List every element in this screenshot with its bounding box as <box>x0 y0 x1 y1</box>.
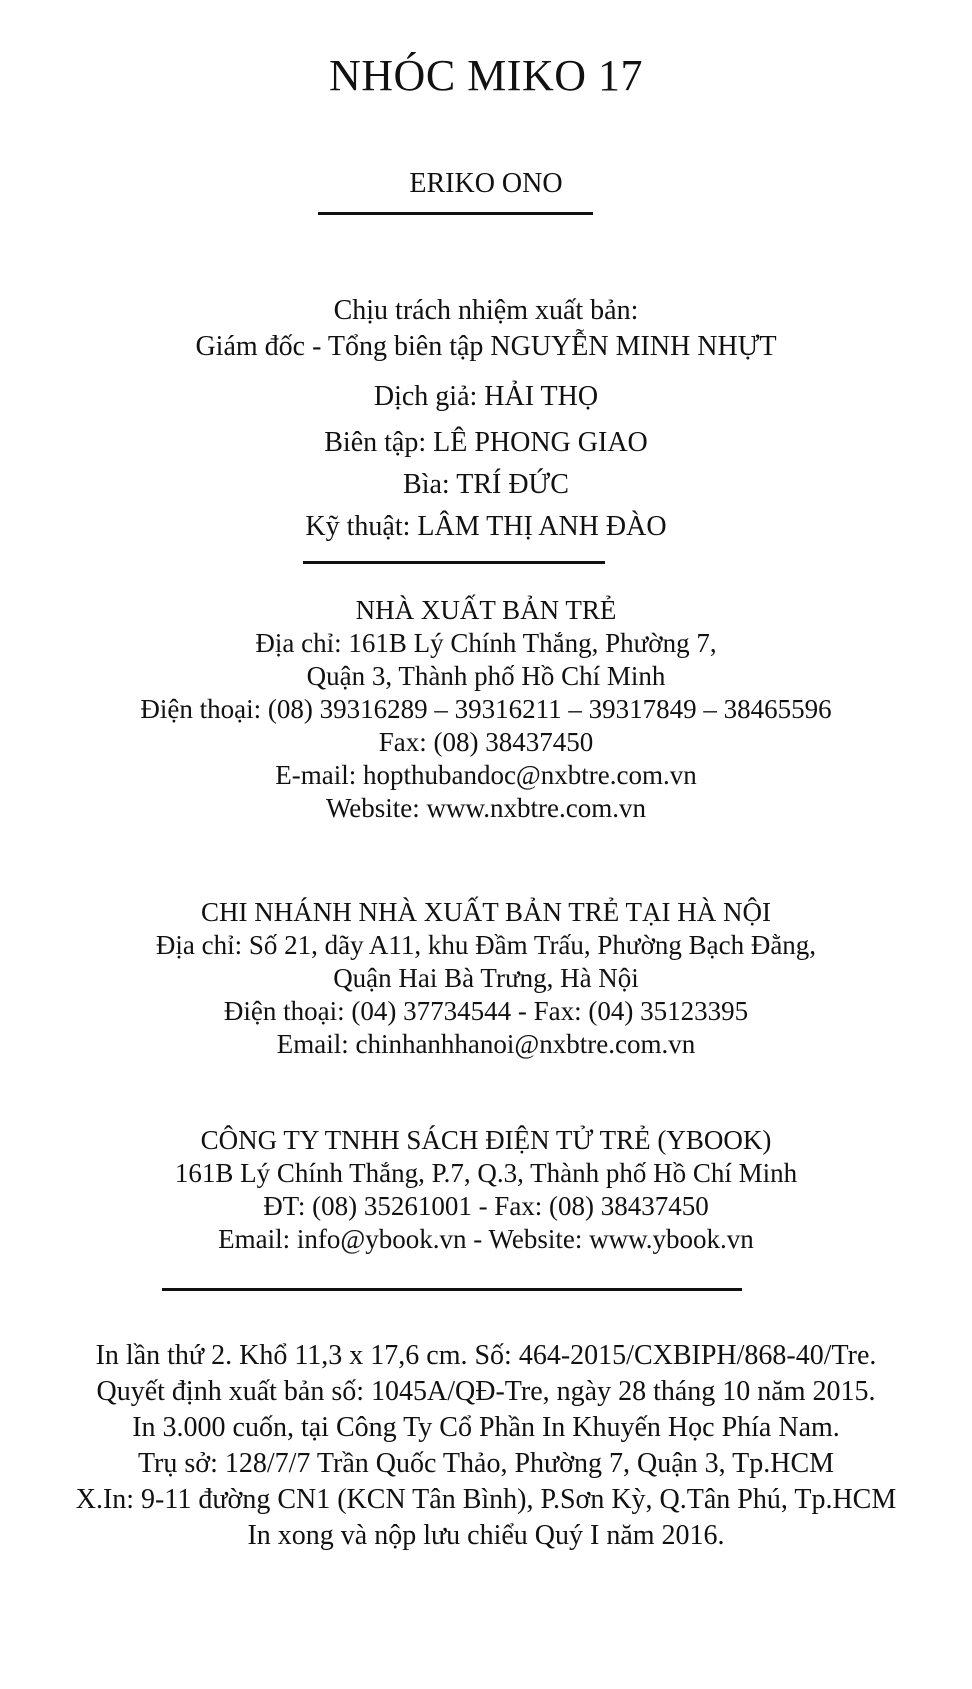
credit-label: Dịch giả: <box>373 381 478 412</box>
credit-technical <box>0 510 972 550</box>
credit-cover <box>0 468 972 510</box>
imprint-block <box>0 1338 972 1554</box>
imprint-line: X.In: 9-11 đường CN1 (KCN Tân Bình), P.Sơn Kỳ, Q.Tân Phú, Tp.HCM <box>75 1484 897 1515</box>
publisher-address-line1: Địa chỉ: 161B Lý Chính Thắng, Phường 7, <box>255 628 717 658</box>
publisher-phone: Điện thoại: (08) 39316289 – 39316211 – 39317849 – 38465596 <box>140 694 832 724</box>
branch-name: CHI NHÁNH NHÀ XUẤT BẢN TRẺ TẠI HÀ NỘI <box>201 897 771 927</box>
branch-address-line2: Quận Hai Bà Trưng, Hà Nội <box>333 963 639 993</box>
credit-translator <box>0 380 972 426</box>
ybook-name: CÔNG TY TNHH SÁCH ĐIỆN TỬ TRẺ (YBOOK) <box>200 1125 772 1155</box>
book-title: NHÓC MIKO 17 <box>329 51 643 100</box>
publisher-name: NHÀ XUẤT BẢN TRẺ <box>355 595 617 625</box>
credit-value: LÂM THỊ ANH ĐÀO <box>417 511 667 542</box>
imprint-line: In lần thứ 2. Khổ 11,3 x 17,6 cm. Số: 464-2015/CXBIPH/868-40/Tre. <box>95 1340 877 1371</box>
divider-1 <box>318 212 593 215</box>
ybook-address: 161B Lý Chính Thắng, P.7, Q.3, Thành phố Hồ Chí Minh <box>174 1158 798 1188</box>
branch-block <box>0 896 972 1061</box>
imprint-line: In 3.000 cuốn, tại Công Ty Cổ Phần In Khuyến Học Phía Nam. <box>132 1412 840 1443</box>
author-name: ERIKO ONO <box>409 168 563 199</box>
branch-email: Email: chinhanhhanoi@nxbtre.com.vn <box>276 1029 696 1059</box>
credit-label: Giám đốc - Tổng biên tập <box>195 331 484 362</box>
credit-label: Kỹ thuật: <box>305 511 411 542</box>
credit-value: HẢI THỌ <box>484 381 599 412</box>
imprint-line: Quyết định xuất bản số: 1045A/QĐ-Tre, ngày 28 tháng 10 năm 2015. <box>96 1376 876 1407</box>
credit-label: Chịu trách nhiệm xuất bản: <box>333 295 639 326</box>
publisher-address-line2: Quận 3, Thành phố Hồ Chí Minh <box>306 661 666 691</box>
ybook-phone-fax: ĐT: (08) 35261001 - Fax: (08) 38437450 <box>263 1191 709 1221</box>
credit-director <box>0 330 972 380</box>
credit-responsibility <box>0 294 972 330</box>
imprint-line: In xong và nộp lưu chiểu Quý I năm 2016. <box>247 1520 725 1551</box>
credit-label: Biên tập: <box>324 427 427 458</box>
divider-3 <box>162 1288 742 1291</box>
branch-address-line1: Địa chỉ: Số 21, dãy A11, khu Đầm Trấu, Phường Bạch Đằng, <box>155 930 817 960</box>
ybook-block <box>0 1124 972 1256</box>
publisher-block <box>0 594 972 825</box>
imprint-line: Trụ sở: 128/7/7 Trần Quốc Thảo, Phường 7, Quận 3, Tp.HCM <box>137 1448 835 1479</box>
branch-phone-fax: Điện thoại: (04) 37734544 - Fax: (04) 35123395 <box>223 996 749 1026</box>
ybook-email-web: Email: info@ybook.vn - Website: www.ybook.vn <box>218 1224 754 1254</box>
credits-block <box>0 294 972 550</box>
divider-2 <box>303 561 605 564</box>
publisher-fax: Fax: (08) 38437450 <box>378 727 594 757</box>
credit-value: LÊ PHONG GIAO <box>433 427 648 458</box>
publisher-website: Website: www.nxbtre.com.vn <box>325 793 646 823</box>
publisher-email: E-mail: hopthubandoc@nxbtre.com.vn <box>275 760 697 790</box>
credit-editor <box>0 426 972 468</box>
credit-value: NGUYỄN MINH NHỰT <box>490 331 777 362</box>
credit-value: TRÍ ĐỨC <box>456 469 569 500</box>
credit-label: Bìa: <box>403 469 450 500</box>
